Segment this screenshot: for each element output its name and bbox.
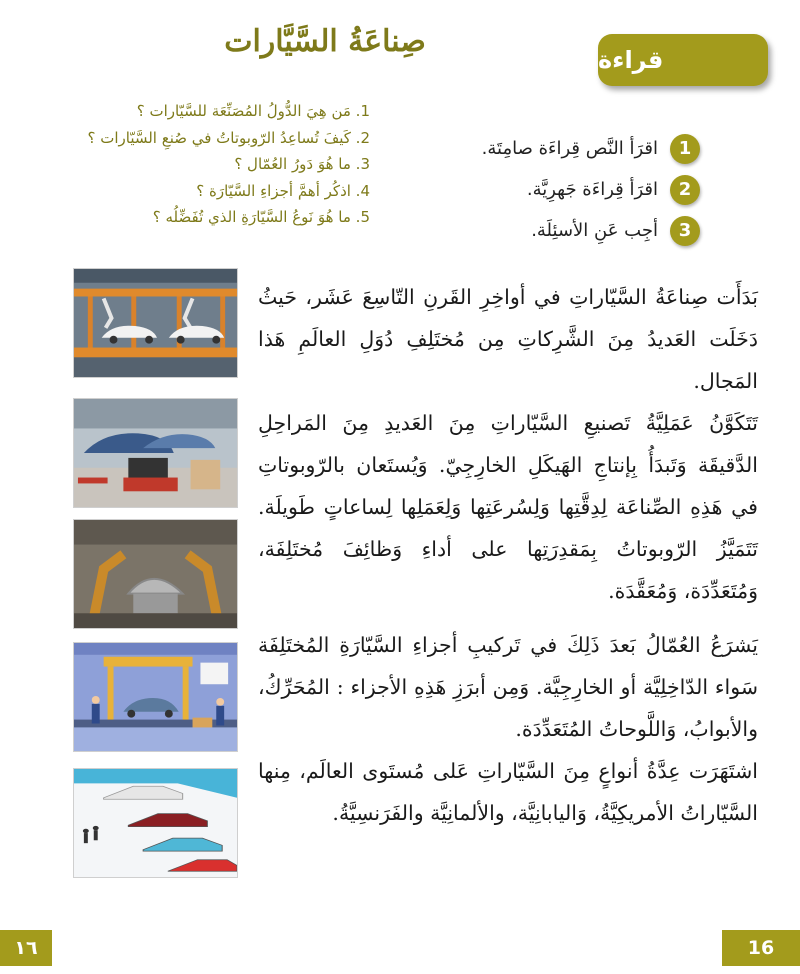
instruction-item — [400, 169, 700, 210]
instruction-number: 3 — [670, 216, 700, 246]
section-badge — [598, 34, 768, 86]
page-number: 16 — [722, 930, 800, 966]
paragraph: بَدَأَت صِناعَةُ السَّيّاراتِ في أواخِرِ القَرنِ التّاسِعَ عَشَر، حَيثُ دَخَلَت العَديدُ مِنَ الشَّرِكاتِ مِن مُختَلِفِ دُوَلِ العالَمِ هَذا المَجال. — [258, 285, 758, 393]
question-item: 1. مَن هِيَ الدُّولُ المُصَنِّعَة للسَّيّارات ؟ — [136, 102, 370, 120]
instruction-item — [400, 210, 700, 251]
question-item: 4. اذكُر أهمَّ أجزاءِ السَّيّارَة ؟ — [196, 181, 370, 200]
paragraph: اشتَهَرَت عِدَّةُ أنواعٍ مِنَ السَّيّاراتِ عَلى مُستَوى العالَم، مِنها السَّيّاراتُ الأمريكِيَّةُ، وَاليابانِيَّة، والألمانِيَّة والفَرَنسِيَّةُ. — [258, 759, 758, 825]
instructions-list — [400, 128, 700, 251]
instruction-text: اقرَأ النَّص قِراءَة صامِتَة. — [481, 138, 658, 159]
page-title: صِناعَةُ السَّيَّارات — [224, 24, 426, 59]
question-item: 3. ما هُوَ دَورُ العُمّال ؟ — [234, 155, 370, 173]
assembly-line-illustration — [73, 268, 238, 378]
instruction-item — [400, 128, 700, 169]
instruction-number: 2 — [670, 175, 700, 205]
instruction-text: اقرَأ قِراءَة جَهرِيَّة. — [526, 179, 658, 200]
questions-list — [87, 98, 370, 231]
question-item: 2. كَيفَ تُساعِدُ الرّوبوتاتُ في صُنعِ السَّيّارات ؟ — [87, 128, 370, 147]
instruction-text: أجِب عَنِ الأسئِلَة. — [531, 220, 658, 241]
factory-car-bodies-photo — [73, 398, 238, 508]
paragraph: يَشرَعُ العُمّالُ بَعدَ ذَلِكَ في تَركيبِ أجزاءِ السَّيّارَةِ المُختَلِفَة سَواء الدّاخِلِيَّة أو الخارِجِيَّة. وَمِن أبرَزِ هَذِهِ الأجزاء : المُحَرِّكُ، والأبوابُ، وَاللَّوحاتُ المُتَعَدِّدَة. — [258, 633, 758, 741]
welding-robots-photo — [73, 519, 238, 629]
car-showroom-illustration — [73, 768, 238, 878]
instruction-number: 1 — [670, 134, 700, 164]
page-number-arabic: ١٦ — [0, 930, 52, 966]
section-badge-label: قراءة — [598, 46, 664, 74]
question-item: 5. ما هُوَ نَوعُ السَّيّارَةِ الذي تُفَضِّلُه ؟ — [152, 208, 370, 226]
workers-assembly-illustration — [73, 642, 238, 752]
paragraph: تَتَكَوَّنُ عَمَلِيَّةُ تَصنيعِ السَّيّاراتِ مِنَ العَديدِ مِنَ المَراحِلِ الدَّقيقَة وَتَبدَأُ بِإنتاجِ الهَيكَلِ الخارِجِيّ. وَيُستَعان بالرّوبوتاتِ في هَذِهِ الصِّناعَة لِدِقَّتِها وَلِسُرعَتِها وَلِعَمَلِها لِساعاتٍ طَويلَة. تَتَمَيَّزُ الرّوبوتاتُ بِمَقدِرَتِها على أداءِ وَظائِفَ مُختَلِفَة، وَمُتَعَدِّدَة، وَمُعَقَّدَة. — [258, 411, 758, 603]
